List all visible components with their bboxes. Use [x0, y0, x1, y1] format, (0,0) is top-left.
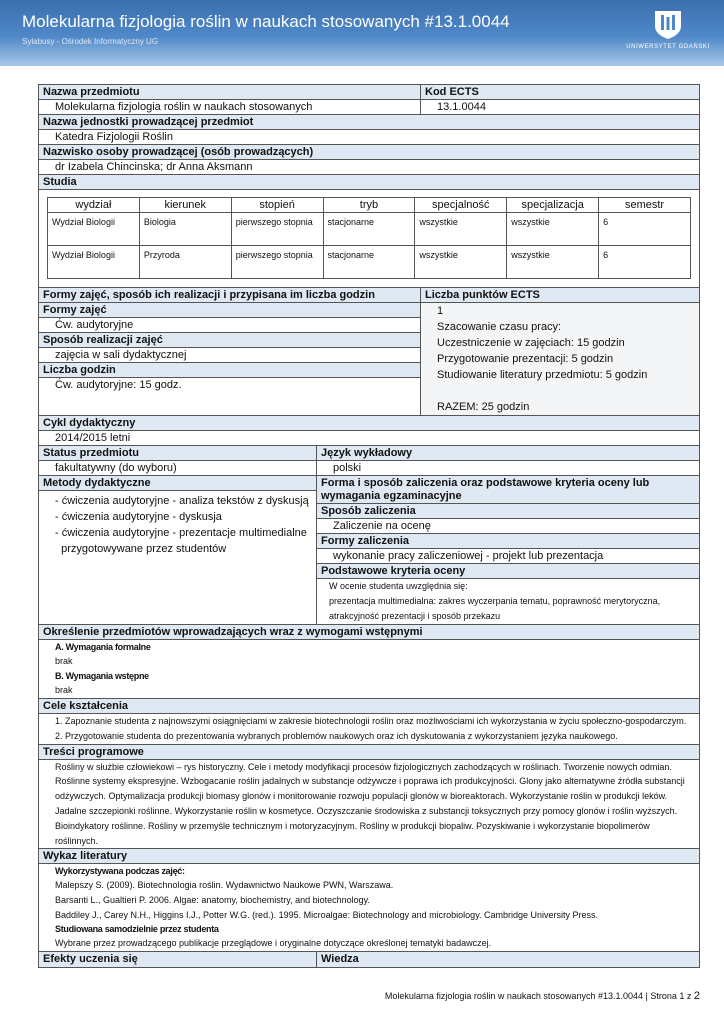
unit-label: Nazwa jednostki prowadzącej przedmiot: [39, 115, 699, 130]
column-header: wydział: [48, 198, 140, 213]
status-value: fakultatywny (do wyboru): [39, 461, 316, 476]
table-cell: 6: [599, 246, 691, 279]
table-cell: pierwszego stopnia: [231, 213, 323, 246]
studia-table: [47, 197, 691, 279]
column-header: stopień: [231, 198, 323, 213]
course-name: Molekularna fizjologia roślin w naukach stosowanych: [39, 100, 420, 115]
table-cell: wszystkie: [507, 246, 599, 279]
literature-self-label: Studiowana samodzielnie przez studenta: [55, 924, 219, 935]
studia-label: Studia: [39, 175, 699, 190]
language-label: Język wykładowy: [317, 446, 699, 461]
outcomes-row: [39, 952, 699, 967]
table-cell: wszystkie: [415, 213, 507, 246]
criteria-line: prezentacja multimedialna: zakres wyczerpania tematu, poprawność merytoryczna,: [329, 596, 661, 606]
university-logo: [620, 8, 716, 54]
cycle-label: Cykl dydaktyczny: [39, 416, 699, 431]
table-row: [48, 213, 691, 246]
goal-item: 1. Zapoznanie studenta z najnowszymi osiągnięciami w zakresie biotechnologii roślin oraz możliwościami ich wykorzystania w życiu społeczno-gospodarczym.: [55, 716, 687, 726]
column-header: specjalność: [415, 198, 507, 213]
ects-estimate-item: Uczestniczenie w zajęciach: 15 godzin: [437, 337, 625, 349]
table-cell: stacjonarne: [323, 213, 415, 246]
hours-value: Ćw. audytoryjne: 15 godz.: [55, 379, 182, 391]
method-item: przygotowywane przez studentów: [55, 543, 227, 555]
unit-value: Katedra Fizjologii Roślin: [39, 130, 699, 145]
table-row: [48, 246, 691, 279]
criteria-label: Podstawowe kryteria oceny: [317, 564, 699, 579]
literature-item: Baddiley J., Carey N.H., Higgins I.J., Potter W.G. (red.). 1995. Microalgae: Biotechnology and microbiology. Cambridge University Press.: [55, 909, 599, 920]
status-label: Status przedmiotu: [39, 446, 316, 461]
method-item: - ćwiczenia audytoryjne - dyskusja: [55, 511, 222, 523]
ects-heading: Liczba punktów ECTS: [421, 288, 699, 303]
criteria-line: atrakcyjność prezentacji i sposób przekazu: [329, 611, 501, 621]
cycle-value: 2014/2015 letni: [39, 431, 699, 446]
criteria-line: W ocenie studenta uwzględnia się:: [329, 581, 468, 591]
assessment-method-value: Zaliczenie na ocenę: [317, 519, 699, 534]
methods-label: Metody dydaktyczne: [39, 476, 316, 491]
column-header: semestr: [599, 198, 691, 213]
entry-requirements-value: brak: [39, 683, 699, 699]
forms-label: Formy zajęć: [39, 303, 420, 318]
table-cell: Wydział Biologii: [48, 246, 140, 279]
assessment-method-label: Sposób zaliczenia: [317, 504, 699, 519]
method-item: - ćwiczenia audytoryjne - prezentacje multimedialne: [55, 527, 307, 539]
page-footer: [385, 990, 700, 1002]
table-cell: Przyroda: [139, 246, 231, 279]
table-cell: stacjonarne: [323, 246, 415, 279]
literature-item: Malepszy S. (2009). Biotechnologia roślin. Wydawnictwo Naukowe PWN, Warszawa.: [55, 880, 394, 891]
ects-points: 1: [437, 305, 444, 317]
university-name: UNIWERSYTET GDAŃSKI: [626, 44, 710, 50]
ects-estimate-item: Studiowanie literatury przedmiotu: 5 godzin: [437, 369, 648, 381]
literature-item: Barsanti L., Gualtieri P. 2006. Algae: anatomy, biochemistry, and biotechnology.: [55, 895, 371, 906]
column-header: tryb: [323, 198, 415, 213]
forms-heading: Formy zajęć, sposób ich realizacji i przypisana im liczba godzin: [39, 288, 420, 303]
prerequisites-label: Określenie przedmiotów wprowadzających wraz z wymogami wstępnymi: [39, 625, 699, 640]
formal-requirements-value: brak: [55, 656, 73, 666]
assessment-label: Forma i sposób zaliczenia oraz podstawowe kryteria oceny lub wymagania egzaminacyjne: [317, 476, 699, 504]
outcomes-label: Efekty uczenia się: [39, 952, 316, 967]
knowledge-label: Wiedza: [317, 952, 699, 967]
method-item: - ćwiczenia audytoryjne - analiza tekstów z dyskusją: [55, 495, 309, 507]
ects-estimate-title: Szacowanie czasu pracy:: [437, 321, 562, 333]
studia-table-container: [39, 190, 699, 288]
language-value: polski: [317, 461, 699, 476]
course-name-label: Nazwa przedmiotu: [39, 85, 420, 100]
assessment-forms-value: wykonanie pracy zaliczeniowej - projekt lub prezentacja: [317, 549, 699, 564]
literature-self-value: Wybrane przez prowadzącego publikacje przeglądowe i oryginalne dotyczące określonej tematyki badawczej.: [55, 938, 492, 949]
content-text: Rośliny w służbie człowiekowi – rys historyczny. Cele i metody modyfikacji procesów fizjologicznych zachodzących w roślinach. Tworzenie nowych odmian. Roślinne systemy ekspresyjne. Wzbogacanie roślin jadalnych w substancje odżywcze i poprawa ich produkcyjności. Glony jako alternatywne źródła substancji odżywczych. Optymalizacja produkcji biomasy glonów i monitorowanie rozwoju populacji glonów w bioreaktorach. Wykorzystanie roślin w produkcji leków. Jadalne szczepionki roślinne. Wykorzystanie roślin w kosmetyce. Oczyszczanie środowiska z substancji toksycznych przy pomocy glonów i roślin wyższych. Bioindykatory roślinne. Rośliny w przemyśle technicznym i motoryzacyjnym. Rośliny w produkcji biopaliw. Pozyskiwanie i wykorzystanie biopolimerów roślinnych.: [39, 760, 699, 850]
content-label: Treści programowe: [39, 745, 699, 760]
ects-code: 13.1.0044: [421, 100, 699, 115]
table-cell: wszystkie: [507, 213, 599, 246]
literature-label: Wykaz literatury: [39, 849, 699, 864]
forms-value: Ćw. audytoryjne: [39, 318, 420, 333]
syllabus-document: [38, 84, 700, 968]
formal-requirements-label: A. Wymagania formalne: [55, 642, 151, 652]
table-cell: Biologia: [139, 213, 231, 246]
page-subtitle: Sylabusy - Ośrodek Informatyczny UG: [22, 37, 159, 46]
column-header: kierunek: [139, 198, 231, 213]
assessment-forms-label: Formy zaliczenia: [317, 534, 699, 549]
goals-label: Cele kształcenia: [39, 699, 699, 714]
entry-requirements-label: B. Wymagania wstępne: [55, 671, 149, 681]
lecturers-value: dr Izabela Chincinska; dr Anna Aksmann: [39, 160, 699, 175]
footer-total-pages: 2: [693, 990, 700, 1002]
ects-code-label: Kod ECTS: [421, 85, 699, 100]
ects-estimate-item: Przygotowanie prezentacji: 5 godzin: [437, 353, 614, 365]
forms-ects-row: [39, 288, 699, 416]
footer-text: Molekularna fizjologia roślin w naukach stosowanych #13.1.0044 | Strona 1 z: [384, 991, 692, 1001]
status-language-row: [39, 446, 699, 476]
studia-header-row: [48, 198, 691, 213]
realization-value: zajęcia w sali dydaktycznej: [39, 348, 420, 363]
ects-total: RAZEM: 25 godzin: [437, 401, 530, 413]
literature-used-label: Wykorzystywana podczas zajęć:: [55, 866, 185, 877]
page-title: Molekularna fizjologia roślin w naukach stosowanych #13.1.0044: [22, 12, 510, 31]
goal-item: 2. Przygotowanie studenta do prezentowania wybranych problemów naukowych oraz ich dyskutowania z wykorzystaniem języka naukowego.: [55, 730, 618, 741]
table-cell: wszystkie: [415, 246, 507, 279]
table-cell: 6: [599, 213, 691, 246]
page-header: [0, 0, 724, 66]
hours-label: Liczba godzin: [39, 363, 420, 378]
column-header: specjalizacja: [507, 198, 599, 213]
methods-assessment-row: [39, 476, 699, 625]
realization-label: Sposób realizacji zajęć: [39, 333, 420, 348]
lecturers-label: Nazwisko osoby prowadzącej (osób prowadzących): [39, 145, 699, 160]
course-name-row: [39, 85, 699, 115]
table-cell: pierwszego stopnia: [231, 246, 323, 279]
university-crest-icon: [652, 8, 684, 40]
table-cell: Wydział Biologii: [48, 213, 140, 246]
